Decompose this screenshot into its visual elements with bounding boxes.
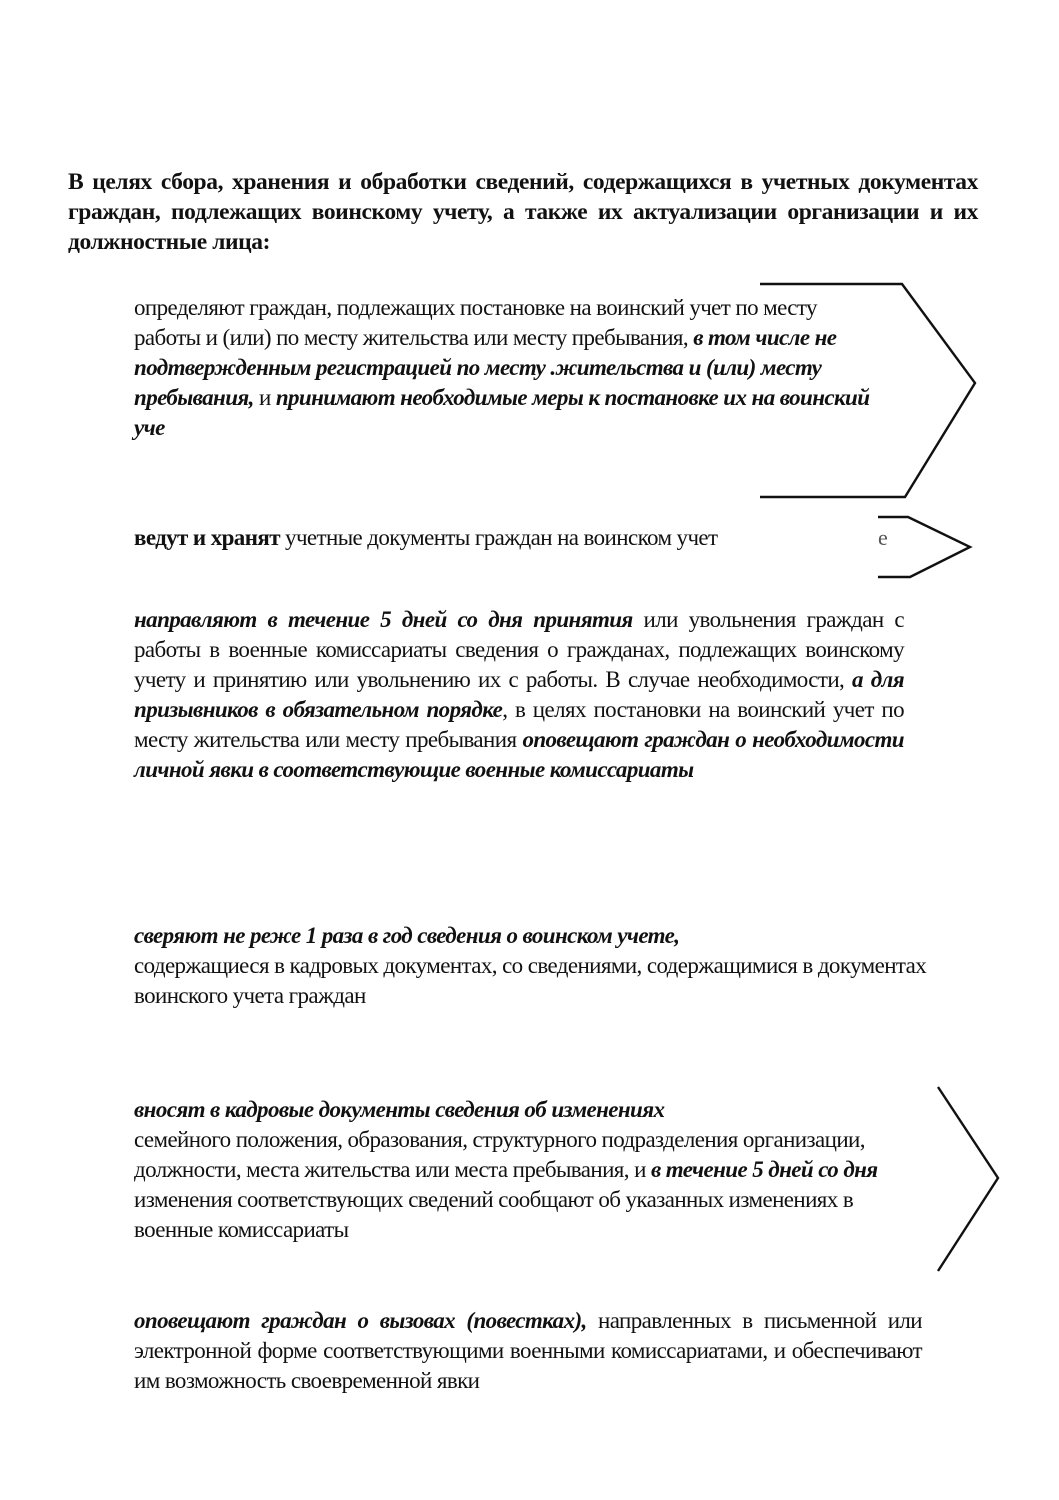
item-6-text: направленных в письменной или электронной форме соответствующими военными комиссариатами, и обеспечивают им возможность своевременной явки: [134, 1308, 922, 1393]
item-1-text: определяют граждан, подлежащих постановке на воинский учет по месту работы и (или) по месту жительства или месту пребывания,: [134, 295, 817, 350]
item-2-fragment: е: [878, 525, 888, 550]
item-1-text-2: и: [253, 385, 276, 410]
chevron-right-icon: [934, 1085, 1004, 1275]
item-5-emphasis-2: в течение 5 дней со дня: [650, 1157, 878, 1182]
item-3-emphasis-3: оповещают граждан о необходимости личной явки в соответствующие военные комиссариаты: [134, 727, 904, 782]
item-2-emphasis: ведут и хранят: [134, 525, 280, 550]
item-4-emphasis: сверяют не реже 1 раза в год сведения о воинском учете,: [134, 923, 680, 948]
item-1: [134, 293, 874, 443]
item-3: [134, 605, 904, 785]
item-5-text-2: изменения соответствующих сведений сообщают об указанных изменениях в военные комиссариаты: [134, 1187, 854, 1242]
item-1-emphasis: в том числе не подтвержденным регистрацией по месту .жительства и (или) месту пребывания,: [134, 325, 837, 410]
item-6: [134, 1306, 922, 1396]
item-5-text: семейного положения, образования, структурного подразделения организации, должности, места жительства или места пребывания, и: [134, 1127, 865, 1182]
item-2: [134, 523, 874, 553]
intro-paragraph: В целях сбора, хранения и обработки сведений, содержащихся в учетных документах граждан, подлежащих воинскому учету, а также их актуализации организации и их должностные лица:: [68, 169, 978, 255]
item-3-text-2: , в целях постановки на воинский учет по месту жительства или месту пребывания: [134, 697, 904, 752]
item-4: [134, 921, 984, 1011]
item-1-emphasis-2: принимают необходимые меры к постановке их на воинский уче: [134, 385, 870, 440]
item-6-emphasis: оповещают граждан о вызовах (повестках),: [134, 1308, 587, 1333]
item-5: [134, 1095, 904, 1245]
item-3-emphasis: направляют в течение 5 дней со дня принятия: [134, 607, 633, 632]
item-3-text: или увольнения граждан с работы в военные комиссариаты сведения о гражданах, подлежащих воинскому учету и принятию или увольнению их с работы. В случае необходимости,: [134, 607, 904, 692]
item-2-text: учетные документы граждан на воинском учет: [279, 525, 718, 550]
item-4-text: содержащиеся в кадровых документах, со сведениями, содержащимися в документах воинского учета граждан: [134, 953, 927, 1008]
item-3-emphasis-2: а для призывников в обязательном порядке: [134, 667, 904, 722]
item-5-emphasis: вносят в кадровые документы сведения об изменениях: [134, 1097, 665, 1122]
arrow-shape-2-icon: [878, 515, 978, 585]
